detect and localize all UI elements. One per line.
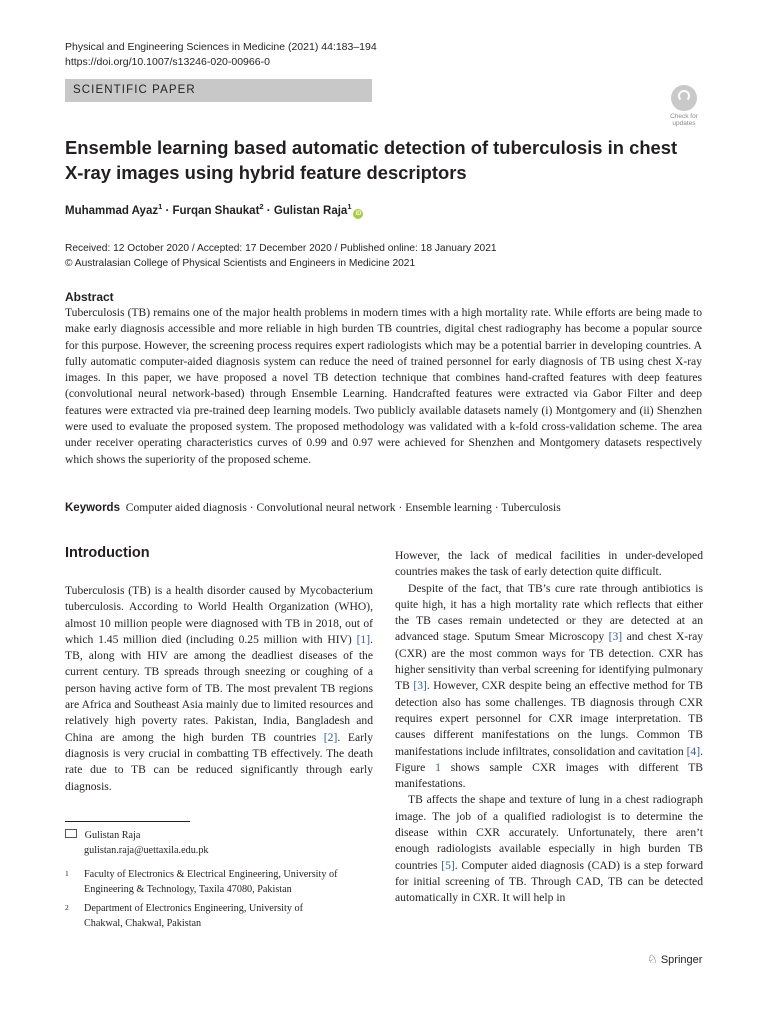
correspondence — [65, 829, 209, 858]
paper-title-line1: Ensemble learning based automatic detection of tuberculosis in chest — [65, 137, 678, 158]
citation-link[interactable]: [4] — [686, 744, 701, 758]
paragraph-text: . Computer aided diagnosis (CAD) is a step forward for initial screening of TB. Through CAD, TB can be detected automatically in CXR. It will help in — [395, 858, 703, 905]
publisher-name: Springer — [660, 954, 703, 966]
affiliation — [65, 902, 324, 931]
citation-link[interactable]: [2] — [323, 730, 338, 744]
author-name[interactable]: Furqan Shaukat — [172, 205, 260, 217]
author-affiliation-marker: 1 — [347, 202, 352, 211]
envelope-icon — [65, 829, 77, 838]
paper-title-line2: X-ray images using hybrid feature descriptors — [65, 162, 467, 183]
corresponding-author-name: Gulistan Raja — [84, 830, 141, 841]
introduction-heading: Introduction — [65, 545, 150, 561]
figure-link[interactable]: 1 — [435, 760, 441, 774]
body-column-left — [65, 583, 373, 795]
body-column-right — [395, 548, 703, 907]
paragraph-text: . Figure — [395, 744, 703, 774]
check-for-updates-badge[interactable] — [664, 85, 704, 127]
author-name[interactable]: Muhammad Ayaz — [65, 205, 159, 217]
journal-citation: Physical and Engineering Sciences in Medicine (2021) 44:183–194 — [65, 41, 377, 53]
paragraph-text: . However, CXR despite being an effective method for TB detection also has some challenges. TB diagnosis through CXR requires expert personnel for CXR image interpretation. TB causes different manifestations on the lungs. Common TB manifestations include infiltrates, consolidation and cavitation — [395, 679, 703, 758]
crossmark-line1: Check for — [670, 113, 698, 120]
paragraph-text: . Early diagnosis is very crucial in combatting TB effectively. The death rate due to TB can be reduced significantly through early diagnosis. — [65, 730, 373, 793]
citation-link[interactable]: [3] — [608, 630, 623, 644]
journal-header — [65, 40, 377, 70]
springer-horse-icon: ♘ — [647, 952, 658, 966]
author-separator: · — [162, 205, 173, 217]
paragraph: However, the lack of medical facilities in under-developed countries makes the task of early detection quite difficult. — [395, 549, 703, 579]
author-affiliation-marker: 2 — [259, 202, 264, 211]
paragraph — [65, 583, 373, 795]
author-affiliation-marker: 1 — [158, 202, 163, 211]
paragraph — [395, 792, 703, 906]
journal-doi[interactable]: https://doi.org/10.1007/s13246-020-00966-0 — [65, 56, 270, 68]
paper-title — [65, 135, 685, 185]
publisher-logo — [647, 951, 702, 968]
orcid-icon[interactable]: iD — [355, 211, 362, 217]
abstract-text: Tuberculosis (TB) remains one of the major health problems in modern times with a high mortality rate. While efforts are being made to make early diagnosis accessible and more reliable in high burden TB countries, digital chest radiography has become a popular source for this purpose. However, the screening process requires expert radiologists which may be a potential barrier in developing countries. A fully automatic computer-aided diagnosis system can reduce the need of trained personnel for early diagnosis of TB using chest X-ray images. In this paper, we have proposed a novel TB detection technique that combines hand-crafted features with deep features (convolutional neural network-based) through Ensemble Learning. Handcrafted features were extracted via Gabor Filter and deep features were extracted via pre-trained deep learning models. Two publicly available datasets namely (i) Montgomery and (ii) Shenzhen were used to evaluate the proposed system. The proposed methodology was validated with a k-fold cross-validation scheme. The area under receiver operating characteristics curves of 0.99 and 0.97 were achieved for Shenzhen and Montgomery datasets respectively which shows the superiority of the proposed scheme. — [65, 306, 702, 466]
affiliation-number: 1 — [65, 869, 69, 878]
footnote-divider — [65, 821, 190, 822]
keywords — [65, 500, 705, 516]
section-label: SCIENTIFIC PAPER — [65, 79, 372, 102]
paragraph-text: Despite of the fact, that TB’s cure rate through antibiotics is quite high, it has a high mortality rate which reflects that either the TB cases remain undetected or they are detected at an advanced stage. Sputum Smear Microscopy — [395, 581, 703, 644]
abstract-heading: Abstract — [65, 290, 114, 304]
crossmark-line2: updates — [672, 120, 696, 127]
keywords-list: Computer aided diagnosis · Convolutional neural network · Ensemble learning · Tuberculosis — [125, 501, 561, 514]
publication-dates — [65, 241, 497, 271]
paragraph — [395, 581, 703, 793]
citation-link[interactable]: [5] — [441, 858, 455, 872]
affiliation-text: Department of Electronics Engineering, University of Chakwal, Chakwal, Pakistan — [84, 903, 303, 929]
author-separator: · — [263, 205, 274, 217]
paragraph-text: Tuberculosis (TB) is a health disorder caused by Mycobacterium tuberculosis. According to World Health Organization (WHO), almost 10 million people were diagnosed with TB in 2018, out of which 1.45 million died (including 0.25 million with HIV) — [65, 584, 373, 646]
history-dates: Received: 12 October 2020 / Accepted: 17 December 2020 / Published online: 18 January 2021 — [65, 243, 497, 254]
paragraph-text: TB affects the shape and texture of lung in a chest radiograph image. The job of a qualified radiologist is to determine the disease within CXR accurately. Unfortunately, there aren’t enough radiologists available especially in high burden TB countries — [395, 793, 703, 872]
affiliation-number: 2 — [65, 903, 69, 912]
corresponding-author-email[interactable]: gulistan.raja@uettaxila.edu.pk — [84, 844, 209, 856]
author-name[interactable]: Gulistan Raja — [273, 205, 348, 217]
paragraph-text: and chest X-ray (CXR) are the most common ways for TB detection. CXR has higher sensitivity than verbal screening for identifying pulmonary TB — [395, 630, 704, 693]
paragraph-text: . TB, along with HIV are among the deadliest diseases of the current century. TB spreads through sneezing or coughing of a person having active form of TB. The most prevalent TB regions are Africa and Southeast Asia mainly due to limited resources and relatively high poverty rates. Pakistan, India, Bangladesh and China are among the high burden TB countries — [65, 632, 373, 744]
citation-link[interactable]: [3] — [413, 679, 427, 693]
paragraph-text: shows sample CXR images with different TB manifestations. — [395, 760, 704, 791]
affiliation — [65, 868, 354, 897]
affiliation-text: Faculty of Electronics & Electrical Engineering, University of Engineering & Technology, Taxila 47080, Pakistan — [84, 869, 338, 895]
copyright-notice: © Australasian College of Physical Scientists and Engineers in Medicine 2021 — [65, 258, 416, 269]
crossmark-icon — [671, 85, 697, 111]
author-list — [65, 203, 363, 219]
citation-link[interactable]: [1] — [356, 632, 371, 646]
keywords-label: Keywords — [65, 502, 120, 514]
